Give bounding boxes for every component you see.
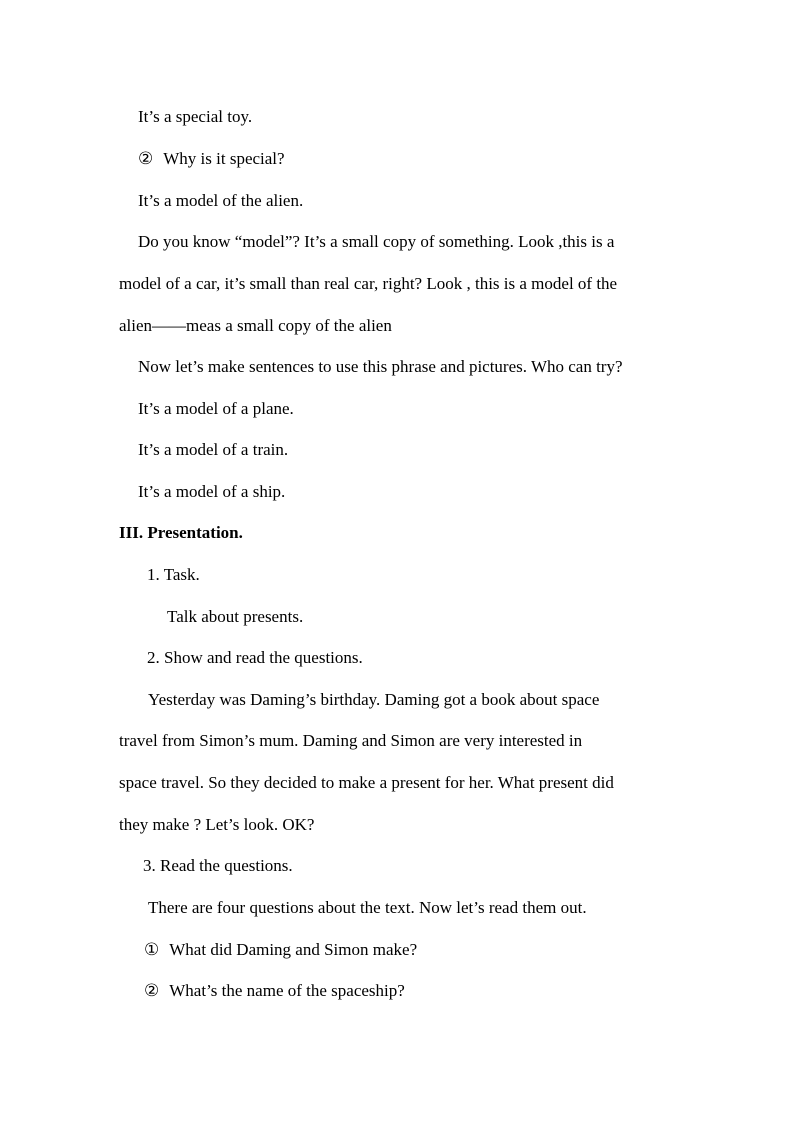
- circled-number-marker: ②: [144, 981, 160, 1000]
- paragraph-line: they make ? Let’s look. OK?: [119, 815, 315, 834]
- text-line: It’s a special toy.: [138, 107, 253, 126]
- paragraph-line: model of a car, it’s small than real car, right? Look , this is a model of the: [119, 274, 618, 293]
- numbered-question: [144, 940, 417, 960]
- text-line: Talk about presents.: [167, 607, 304, 626]
- paragraph-line: space travel. So they decided to make a present for her. What present did: [119, 773, 614, 792]
- circled-number-marker: ①: [144, 940, 160, 959]
- section-heading: III. Presentation.: [119, 523, 243, 542]
- question-text: What did Daming and Simon make?: [169, 940, 418, 959]
- text-line: It’s a model of a ship.: [138, 482, 286, 501]
- paragraph-line: Yesterday was Daming’s birthday. Daming got a book about space: [148, 690, 600, 709]
- paragraph-line: Do you know “model”? It’s a small copy of something. Look ,this is a: [138, 232, 615, 251]
- list-item: 1. Task.: [147, 565, 200, 584]
- text-line: It’s a model of a plane.: [138, 399, 294, 418]
- numbered-question: [144, 981, 405, 1001]
- text-line: There are four questions about the text. Now let’s read them out.: [148, 898, 587, 917]
- question-text: What’s the name of the spaceship?: [169, 981, 405, 1000]
- paragraph-line: alien——meas a small copy of the alien: [119, 316, 392, 335]
- list-item: 2. Show and read the questions.: [147, 648, 363, 667]
- text-line: Now let’s make sentences to use this phrase and pictures. Who can try?: [138, 357, 623, 376]
- text-line: It’s a model of a train.: [138, 440, 289, 459]
- circled-number-marker: ②: [138, 149, 154, 168]
- paragraph-line: travel from Simon’s mum. Daming and Simon are very interested in: [119, 731, 583, 750]
- question-text: Why is it special?: [163, 149, 285, 168]
- numbered-question: [138, 149, 285, 169]
- text-line: It’s a model of the alien.: [138, 191, 304, 210]
- list-item: 3. Read the questions.: [143, 856, 293, 875]
